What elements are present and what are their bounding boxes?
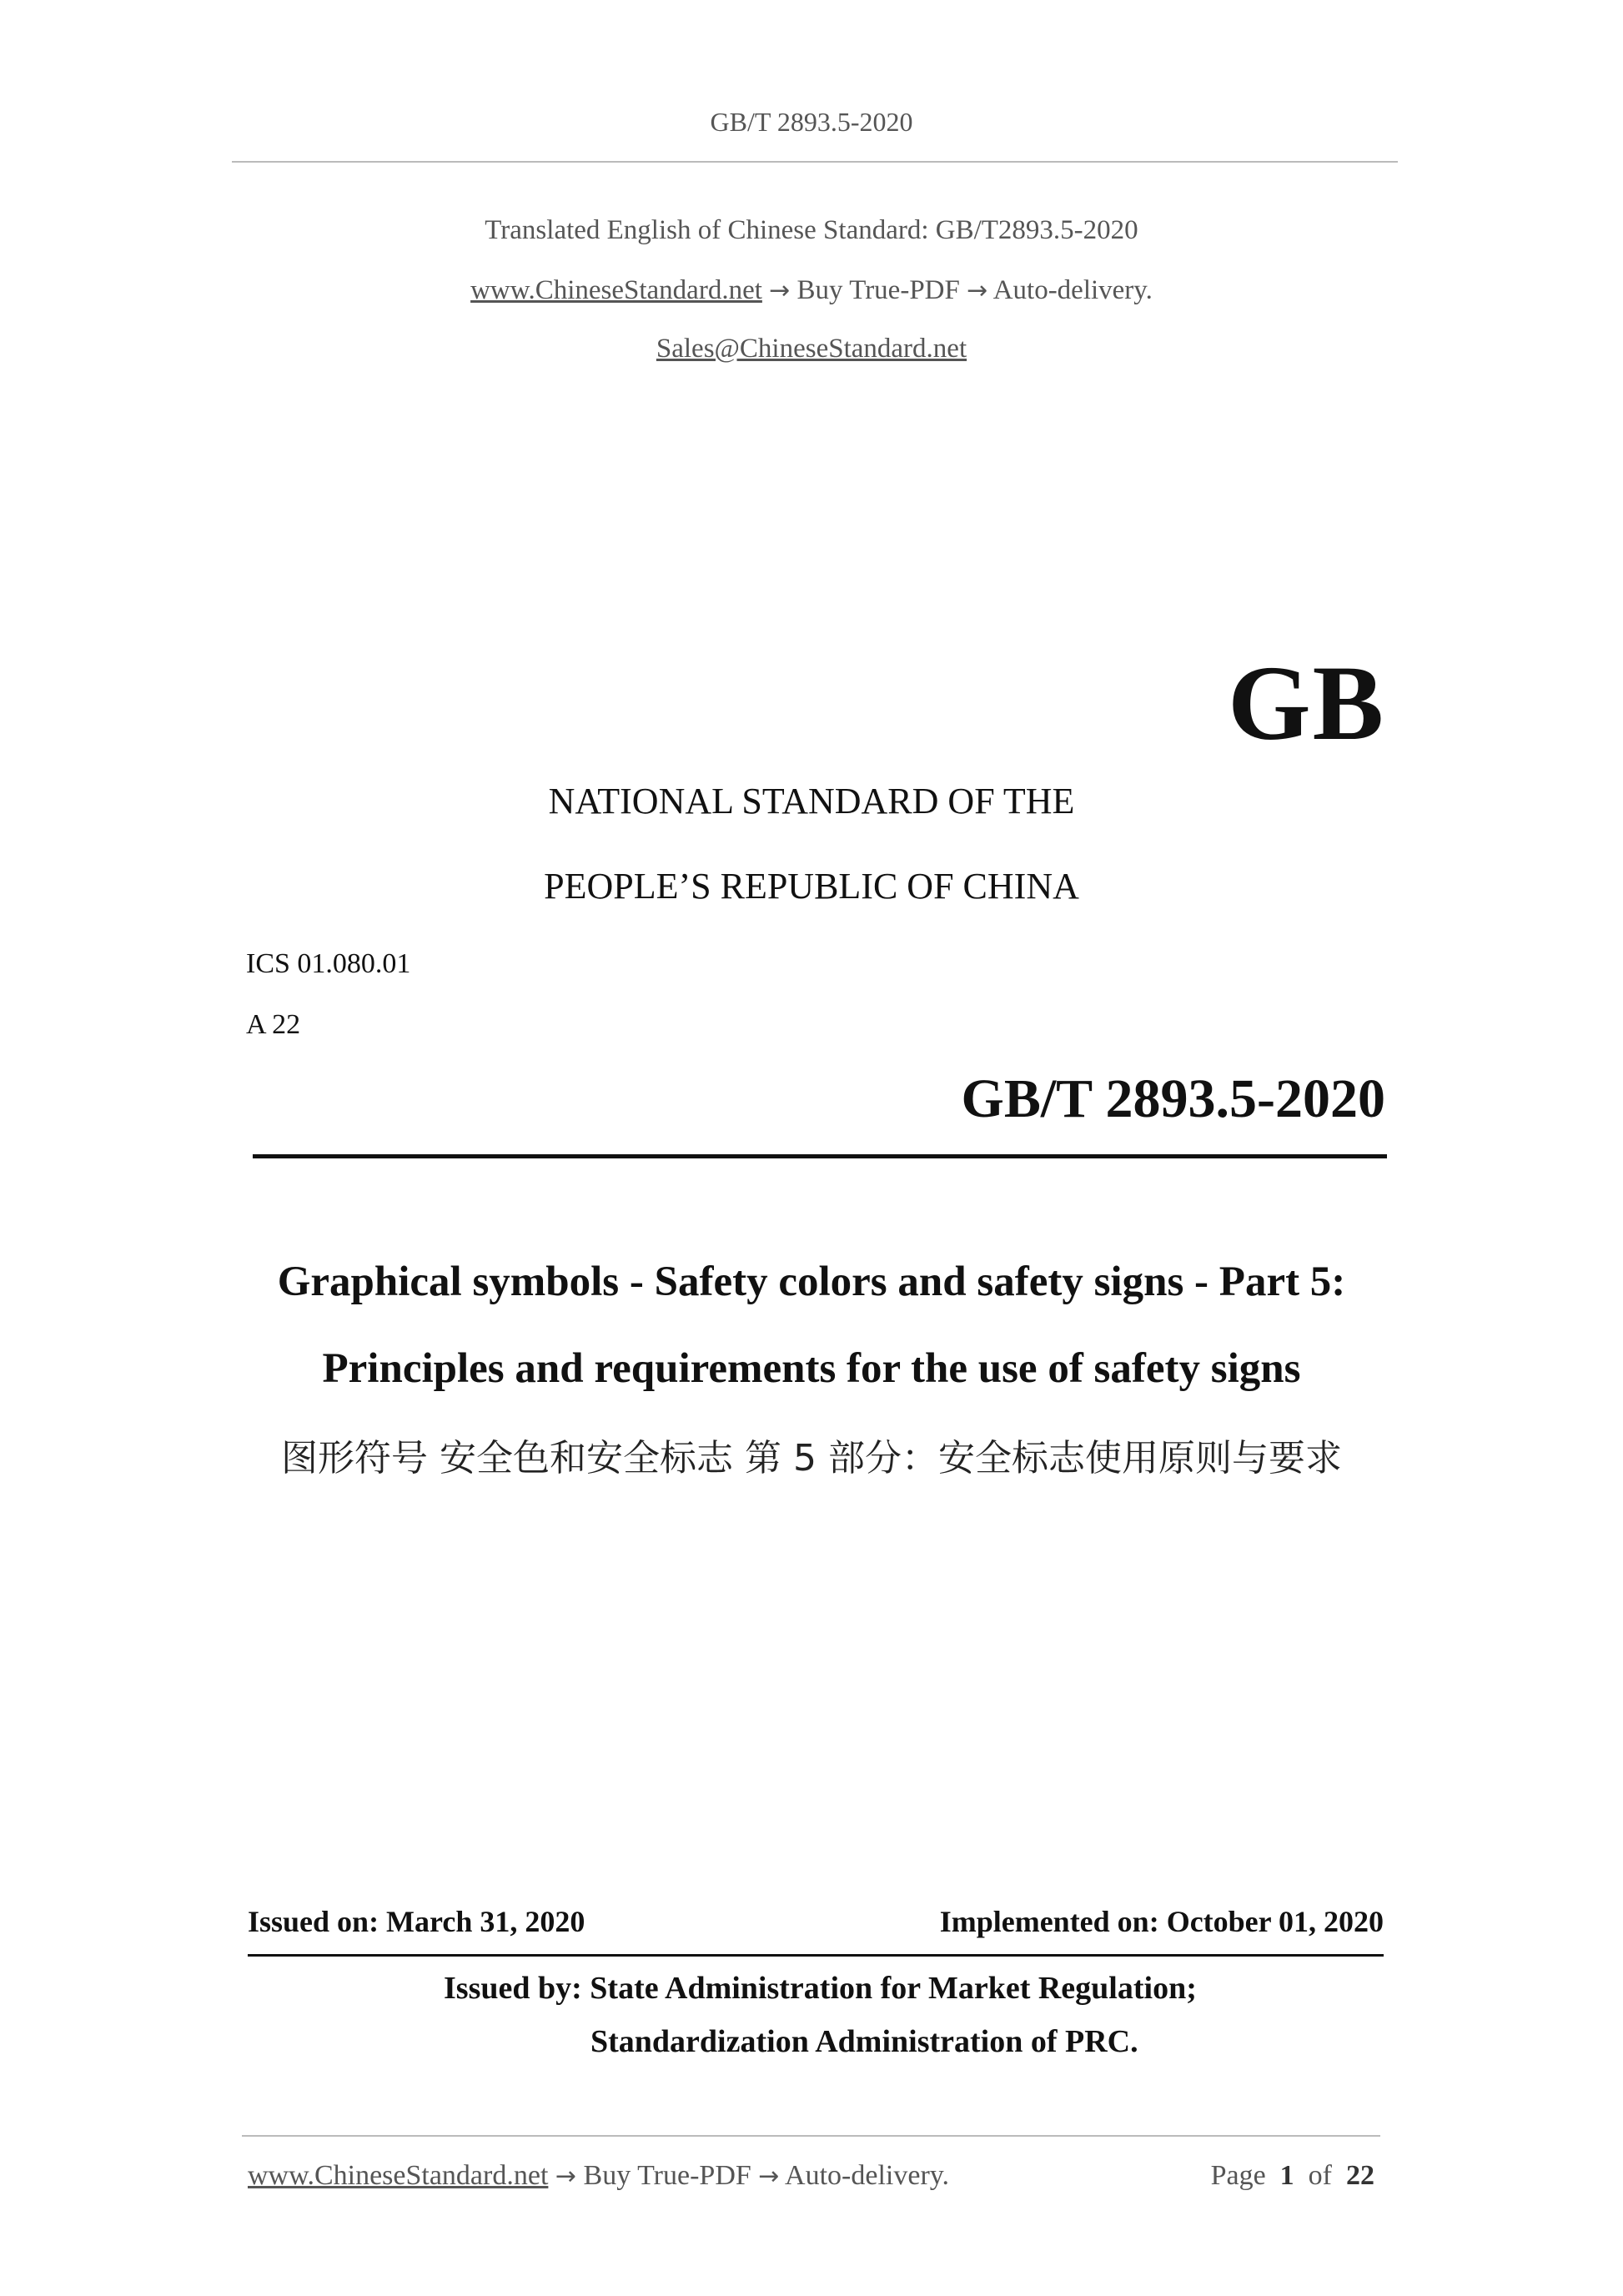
standard-number-rule bbox=[253, 1154, 1387, 1158]
footer-site-link[interactable]: www.ChineseStandard.net bbox=[248, 2160, 549, 2191]
arrow-right-icon: → bbox=[758, 2162, 780, 2191]
promo-buy-line bbox=[0, 275, 1623, 306]
issued-by-line1: Issued by: State Administration for Market Regulation; bbox=[444, 1971, 1197, 2006]
auto-delivery-text: Auto-delivery. bbox=[992, 275, 1153, 305]
issued-on-date: Issued on: March 31, 2020 bbox=[248, 1905, 585, 1938]
promo-email-line bbox=[0, 334, 1623, 364]
title-chinese: 图形符号 安全色和安全标志 第 5 部分：安全标志使用原则与要求 bbox=[281, 1437, 1342, 1480]
gb-logo-mark: GB bbox=[1228, 644, 1385, 762]
sales-email-link[interactable]: Sales@ChineseStandard.net bbox=[656, 334, 967, 364]
page-current: 1 bbox=[1279, 2160, 1294, 2191]
footer-delivery-text: Auto-delivery. bbox=[785, 2160, 950, 2191]
implemented-on-date: Implemented on: October 01, 2020 bbox=[939, 1905, 1384, 1938]
page-word: Page bbox=[1210, 2160, 1266, 2191]
running-header-title: GB/T 2893.5-2020 bbox=[710, 107, 913, 137]
national-standard-line1: NATIONAL STANDARD OF THE bbox=[548, 781, 1075, 821]
dates-rule bbox=[248, 1954, 1384, 1957]
arrow-right-icon: → bbox=[555, 2162, 577, 2191]
site-link[interactable]: www.ChineseStandard.net bbox=[470, 275, 762, 305]
title-english-line1: Graphical symbols - Safety colors and safety signs - Part 5: bbox=[277, 1259, 1346, 1305]
title-english-line2: Principles and requirements for the use of safety signs bbox=[322, 1345, 1301, 1392]
arrow-right-icon: → bbox=[967, 276, 988, 305]
page-total: 22 bbox=[1346, 2160, 1374, 2191]
issued-by-line2: Standardization Administration of PRC. bbox=[590, 2024, 1138, 2059]
arrow-right-icon: → bbox=[769, 276, 791, 305]
footer-buy-text: Buy True-PDF bbox=[583, 2160, 751, 2191]
footer-promo bbox=[248, 2160, 949, 2192]
footer-divider bbox=[242, 2135, 1380, 2137]
translation-notice: Translated English of Chinese Standard: GB/T2893.5-2020 bbox=[485, 215, 1138, 245]
ccs-code: A 22 bbox=[246, 1009, 301, 1040]
buy-true-pdf-text: Buy True-PDF bbox=[796, 275, 960, 305]
page-indicator bbox=[1211, 2160, 1374, 2192]
ics-code: ICS 01.080.01 bbox=[246, 948, 411, 979]
header-divider bbox=[232, 161, 1398, 163]
standard-number: GB/T 2893.5-2020 bbox=[961, 1068, 1385, 1129]
national-standard-line2: PEOPLE’S REPUBLIC OF CHINA bbox=[544, 866, 1079, 907]
of-word: of bbox=[1308, 2160, 1332, 2191]
